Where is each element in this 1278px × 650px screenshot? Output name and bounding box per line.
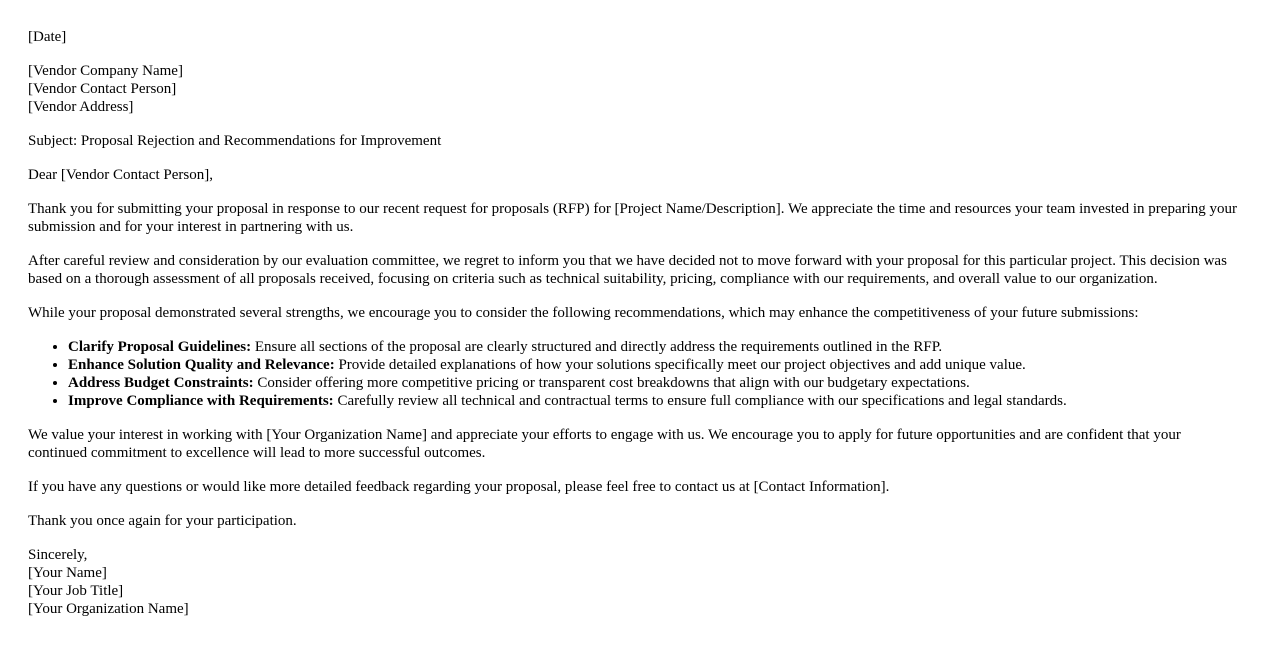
signoff: Sincerely, [28, 547, 88, 563]
letter-body [28, 28, 1240, 634]
sender-organization: [Your Organization Name] [28, 601, 189, 617]
paragraph-contact: If you have any questions or would like more detailed feedback regarding your proposal, please feel free to contact us at [Contact Information]. [28, 479, 890, 495]
subject-line: Subject: Proposal Rejection and Recommendations for Improvement [28, 133, 442, 149]
recommendation-text: Provide detailed explanations of how your solutions specifically meet our project objectives and add unique value. [334, 357, 1026, 373]
list-item [68, 338, 1240, 356]
recipient-company: [Vendor Company Name] [28, 63, 183, 79]
recommendation-title: Improve Compliance with Requirements: [68, 393, 334, 409]
signature-block [28, 546, 1240, 618]
paragraph-value: We value your interest in working with [Your Organization Name] and appreciate your efforts to engage with us. We encourage you to apply for future opportunities and are confident that your continued commitment to excellence will lead to more successful outcomes. [28, 427, 1181, 461]
paragraph-thanks: Thank you for submitting your proposal in response to our recent request for proposals (RFP) for [Project Name/Description]. We appreciate the time and resources your team invested in preparing your submission and for your interest in partnering with us. [28, 201, 1238, 235]
recommendation-title: Address Budget Constraints: [68, 375, 254, 391]
recommendation-text: Ensure all sections of the proposal are clearly structured and directly address the requirements outlined in the RFP. [251, 339, 943, 355]
recommendation-title: Clarify Proposal Guidelines: [68, 339, 252, 355]
paragraph-thanks-again: Thank you once again for your participation. [28, 513, 297, 529]
recipient-contact: [Vendor Contact Person] [28, 81, 177, 97]
salutation: Dear [Vendor Contact Person], [28, 167, 213, 183]
date: [Date] [28, 29, 67, 45]
sender-title: [Your Job Title] [28, 583, 124, 599]
sender-name: [Your Name] [28, 565, 107, 581]
date-line [28, 28, 1240, 46]
recommendation-text: Consider offering more competitive pricing or transparent cost breakdowns that align with our budgetary expectations. [253, 375, 970, 391]
recommendation-text: Carefully review all technical and contractual terms to ensure full compliance with our specifications and legal standards. [333, 393, 1067, 409]
recipient-address: [Vendor Address] [28, 99, 134, 115]
list-item [68, 374, 1240, 392]
paragraph-decision: After careful review and consideration by our evaluation committee, we regret to inform you that we have decided not to move forward with your proposal for this particular project. This decision was based on a thorough assessment of all proposals received, focusing on criteria such as technical suitability, pricing, compliance with our requirements, and overall value to our organization. [28, 253, 1227, 287]
recipient-block [28, 62, 1240, 116]
list-item [68, 392, 1240, 410]
paragraph-recommendations-intro: While your proposal demonstrated several strengths, we encourage you to consider the following recommendations, which may enhance the competitiveness of your future submissions: [28, 305, 1139, 321]
recommendation-title: Enhance Solution Quality and Relevance: [68, 357, 335, 373]
recommendations-list [28, 338, 1240, 410]
list-item [68, 356, 1240, 374]
